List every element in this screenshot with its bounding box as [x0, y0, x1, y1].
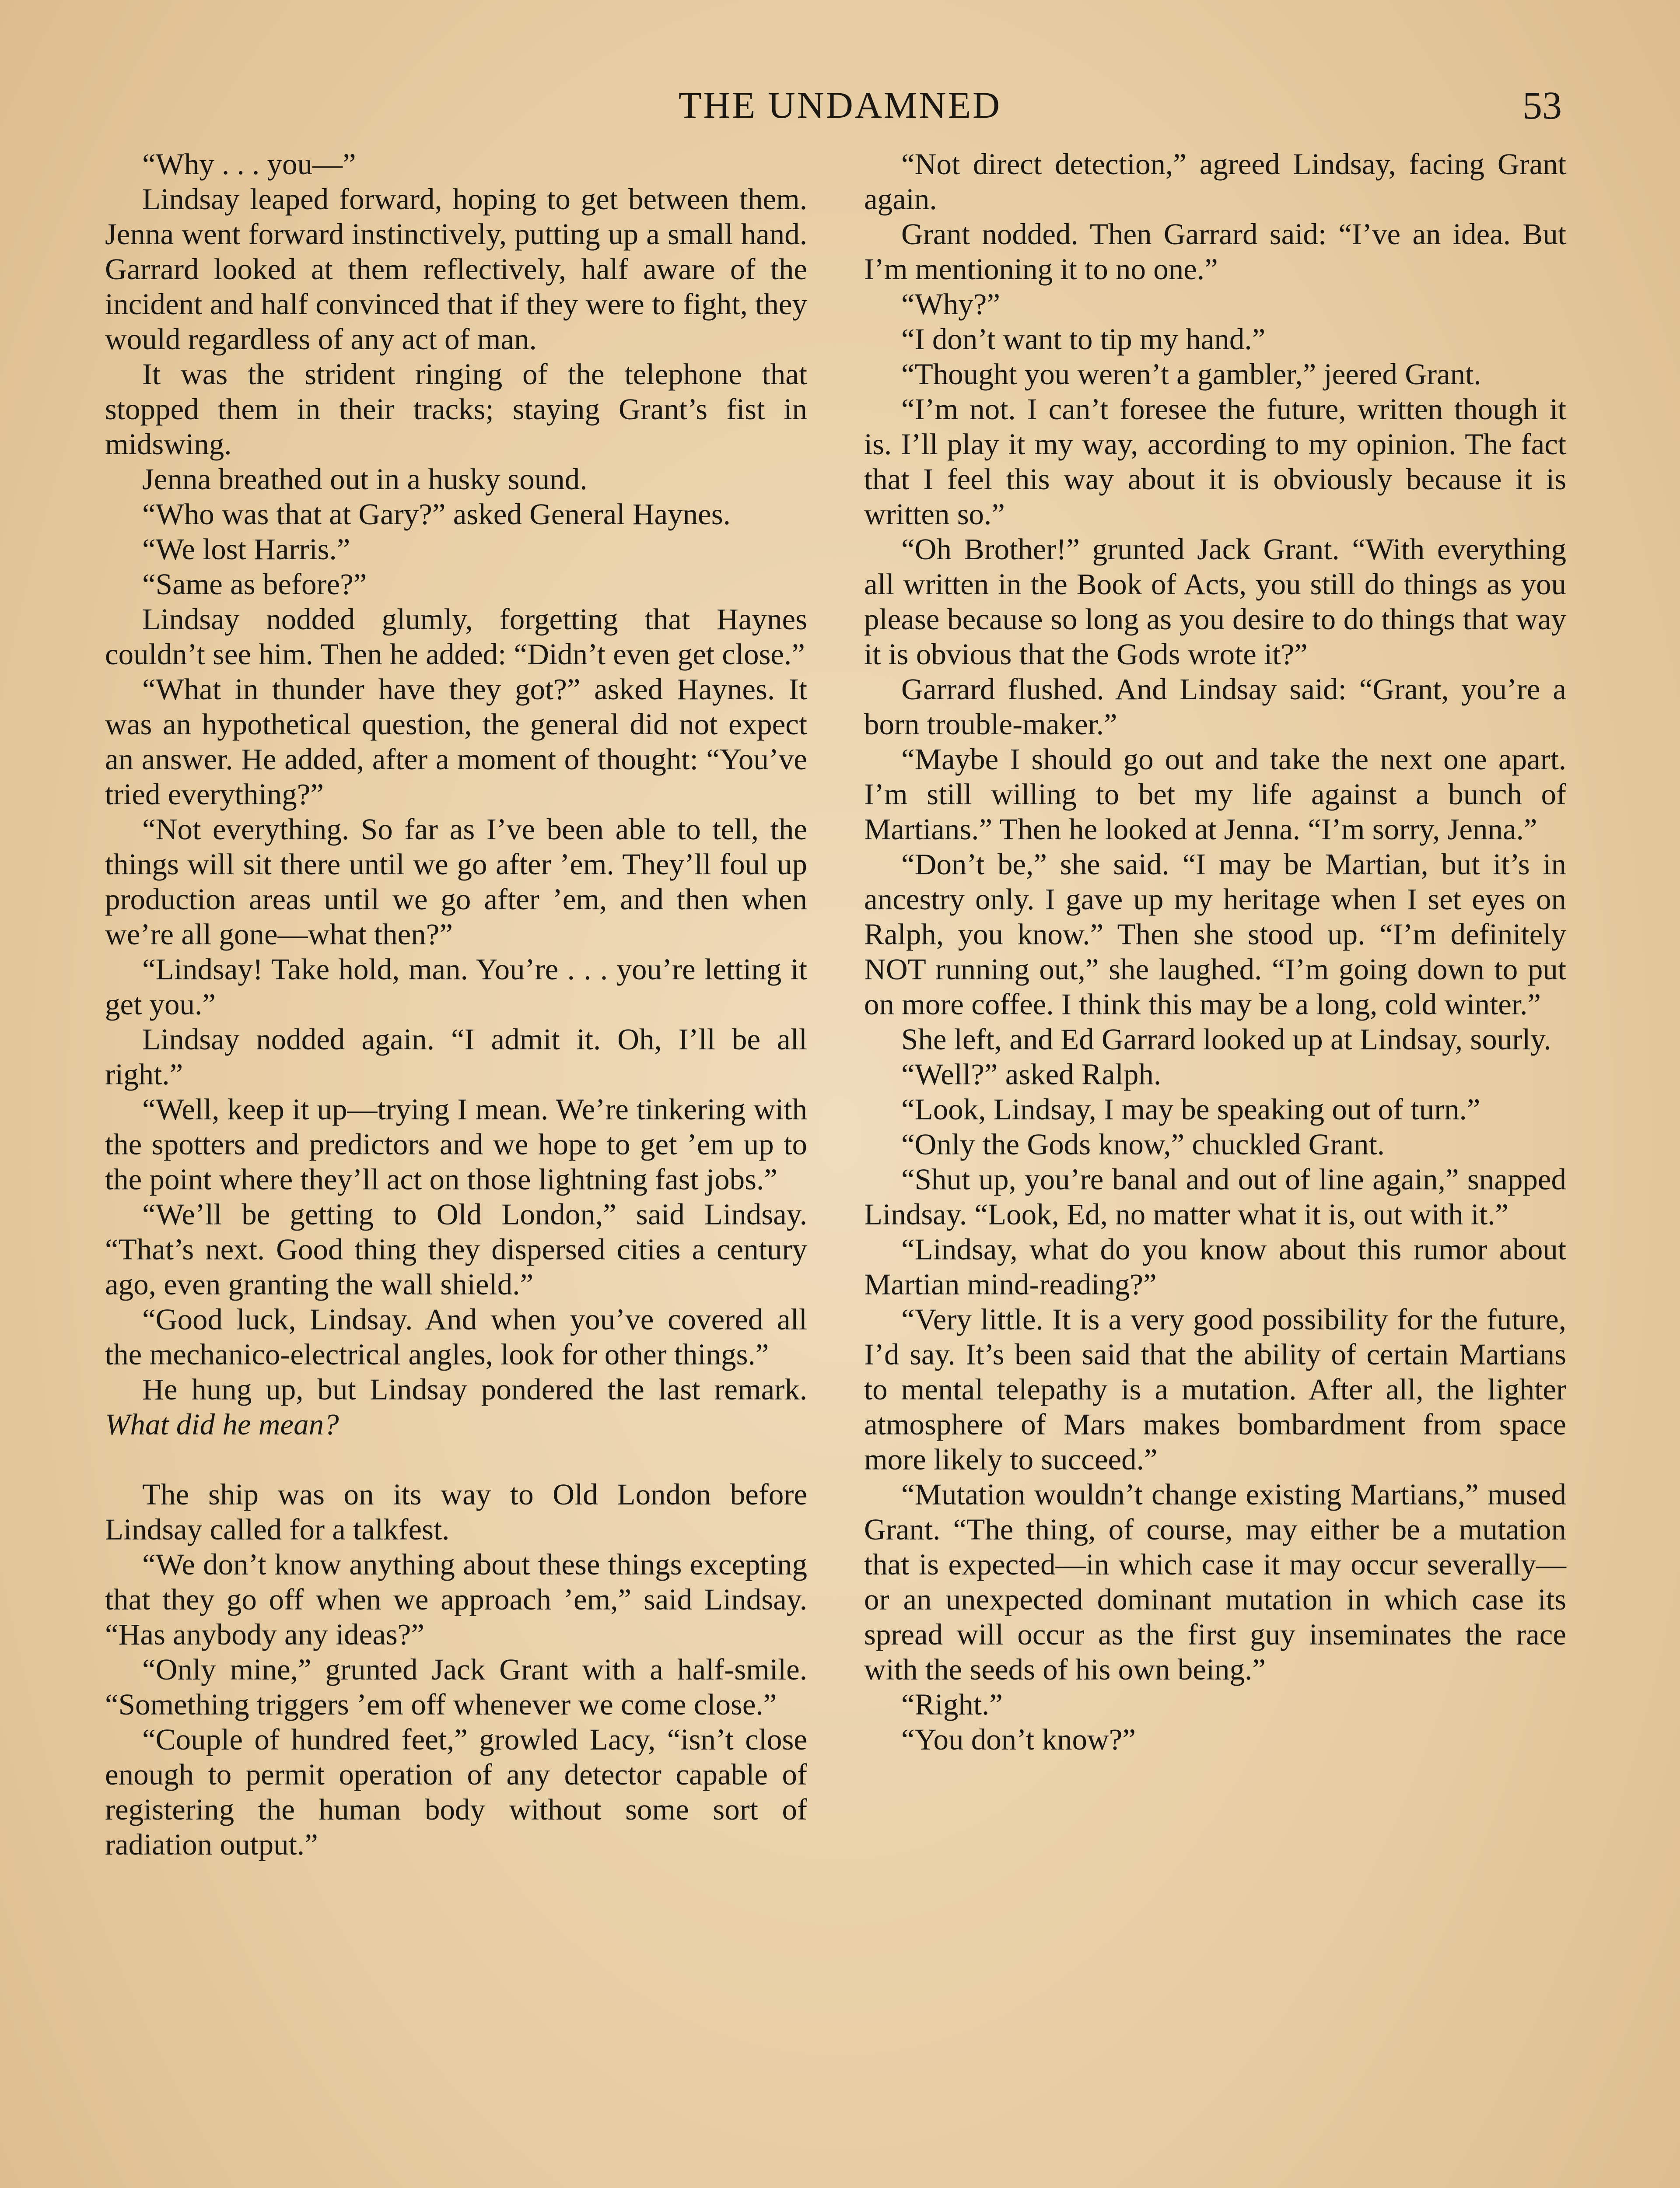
paragraph: It was the strident ringing of the telephone that stopped them in their tracks; staying Grant’s fist in midswing. — [105, 358, 807, 461]
paragraph: “Maybe I should go out and take the next one apart. I’m still willing to bet my life against a bunch of Martians.” Then he looked at Jenna. “I’m sorry, Jenna.” — [864, 743, 1566, 846]
paragraph: Grant nodded. Then Garrard said: “I’ve an idea. But I’m mentioning it to no one.” — [864, 217, 1566, 286]
page-number: 53 — [1522, 84, 1562, 127]
left-column — [105, 147, 807, 1862]
paragraph: “Lindsay! Take hold, man. You’re . . . you’re letting it get you.” — [105, 953, 807, 1021]
paragraph: “Mutation wouldn’t change existing Martians,” mused Grant. “The thing, of course, may either be a mutation that is expected—in which case it may occur severally—or an unexpected dominant mutation in which case its spread will occur as the first guy inseminates the race with the seeds of his own being.” — [864, 1478, 1566, 1686]
paragraph: Jenna breathed out in a husky sound. — [142, 463, 588, 496]
paragraph: “Only mine,” grunted Jack Grant with a half-smile. “Something triggers ’em off whenever we come close.” — [105, 1653, 807, 1721]
paragraph: Lindsay nodded again. “I admit it. Oh, I’ll be all right.” — [105, 1023, 807, 1091]
paragraph: “Don’t be,” she said. “I may be Martian, but it’s in ancestry only. I gave up my heritage when I set eyes on Ralph, you know.” Then she stood up. “I’m definitely NOT running out,” she laughed. “I’m going down to put on more coffee. I think this may be a long, cold winter.” — [864, 848, 1566, 1021]
paragraph: “Same as before?” — [142, 568, 367, 601]
paragraph: “Lindsay, what do you know about this rumor about Martian mind-reading?” — [864, 1233, 1566, 1301]
paragraph: Garrard flushed. And Lindsay said: “Grant, you’re a born trouble-maker.” — [864, 673, 1566, 741]
paragraph: “Why . . . you—” — [142, 147, 356, 181]
paragraph: “We’ll be getting to Old London,” said Lindsay. “That’s next. Good thing they dispersed cities a century ago, even granting the wall shield.” — [105, 1198, 807, 1301]
paragraph: “Well?” asked Ralph. — [901, 1058, 1162, 1091]
paragraph: “Shut up, you’re banal and out of line again,” snapped Lindsay. “Look, Ed, no matter what it is, out with it.” — [864, 1163, 1566, 1231]
paragraph: “Not everything. So far as I’ve been able to tell, the things will sit there until we go after ’em. They’ll foul up production areas until we go after ’em, and then when we’re all gone—what then?” — [105, 813, 807, 951]
paragraph: She left, and Ed Garrard looked up at Lindsay, sourly. — [901, 1023, 1551, 1056]
paragraph — [105, 1372, 807, 1442]
paragraph: “I don’t want to tip my hand.” — [901, 323, 1266, 356]
paragraph-text: He hung up, but Lindsay pondered the last remark. — [142, 1373, 807, 1406]
paragraph: “Who was that at Gary?” asked General Haynes. — [142, 498, 731, 531]
paragraph: “Thought you weren’t a gambler,” jeered Grant. — [901, 358, 1481, 391]
paragraph: “Well, keep it up—trying I mean. We’re tinkering with the spotters and predictors and we hope to get ’em up to the point where they’ll act on those lightning fast jobs.” — [105, 1093, 807, 1196]
paragraph: “Very little. It is a very good possibility for the future, I’d say. It’s been said that the ability of certain Martians to mental telepathy is a mutation. After all, the lighter atmosphere of Mars makes bombardment from space more likely to succeed.” — [864, 1303, 1566, 1476]
paragraph: “Good luck, Lindsay. And when you’ve covered all the mechanico-electrical angles, look for other things.” — [105, 1303, 807, 1371]
paragraph: “Only the Gods know,” chuckled Grant. — [901, 1128, 1385, 1161]
paragraph: The ship was on its way to Old London before Lindsay called for a talkfest. — [105, 1478, 807, 1546]
paragraph: “Look, Lindsay, I may be speaking out of turn.” — [901, 1093, 1480, 1126]
italic-question: What did he mean? — [105, 1408, 339, 1441]
paragraph: “You don’t know?” — [901, 1723, 1136, 1756]
paragraph: “Not direct detection,” agreed Lindsay, facing Grant again. — [864, 147, 1566, 216]
running-title: THE UNDAMNED — [678, 84, 1002, 126]
paragraph: “We don’t know anything about these things excepting that they go off when we approach ’em,” said Lindsay. “Has anybody any ideas?” — [105, 1548, 807, 1651]
paragraph: “Why?” — [901, 288, 1001, 321]
paragraph: Lindsay leaped forward, hoping to get between them. Jenna went forward instinctively, putting up a small hand. Garrard looked at them reflectively, half aware of the incident and half convinced that if they were to fight, they would regardless of any act of man. — [105, 182, 807, 356]
right-column — [864, 147, 1566, 1757]
paragraph: “I’m not. I can’t foresee the future, written though it is. I’ll play it my way, according to my opinion. The fact that I feel this way about it is obviously because it is written so.” — [864, 393, 1566, 531]
paragraph: “We lost Harris.” — [142, 533, 350, 566]
paragraph: “Couple of hundred feet,” growled Lacy, “isn’t close enough to permit operation of any detector capable of registering the human body without some sort of radiation output.” — [105, 1723, 807, 1861]
paragraph: Lindsay nodded glumly, forgetting that Haynes couldn’t see him. Then he added: “Didn’t even get close.” — [105, 603, 807, 671]
paragraph: “Right.” — [901, 1688, 1003, 1721]
paragraph: “Oh Brother!” grunted Jack Grant. “With everything all written in the Book of Acts, you still do things as you please because so long as you desire to do things that way it is obvious that the Gods wrote it?” — [864, 533, 1566, 671]
paragraph: “What in thunder have they got?” asked Haynes. It was an hypothetical question, the general did not expect an answer. He added, after a moment of thought: “You’ve tried everything?” — [105, 673, 807, 811]
